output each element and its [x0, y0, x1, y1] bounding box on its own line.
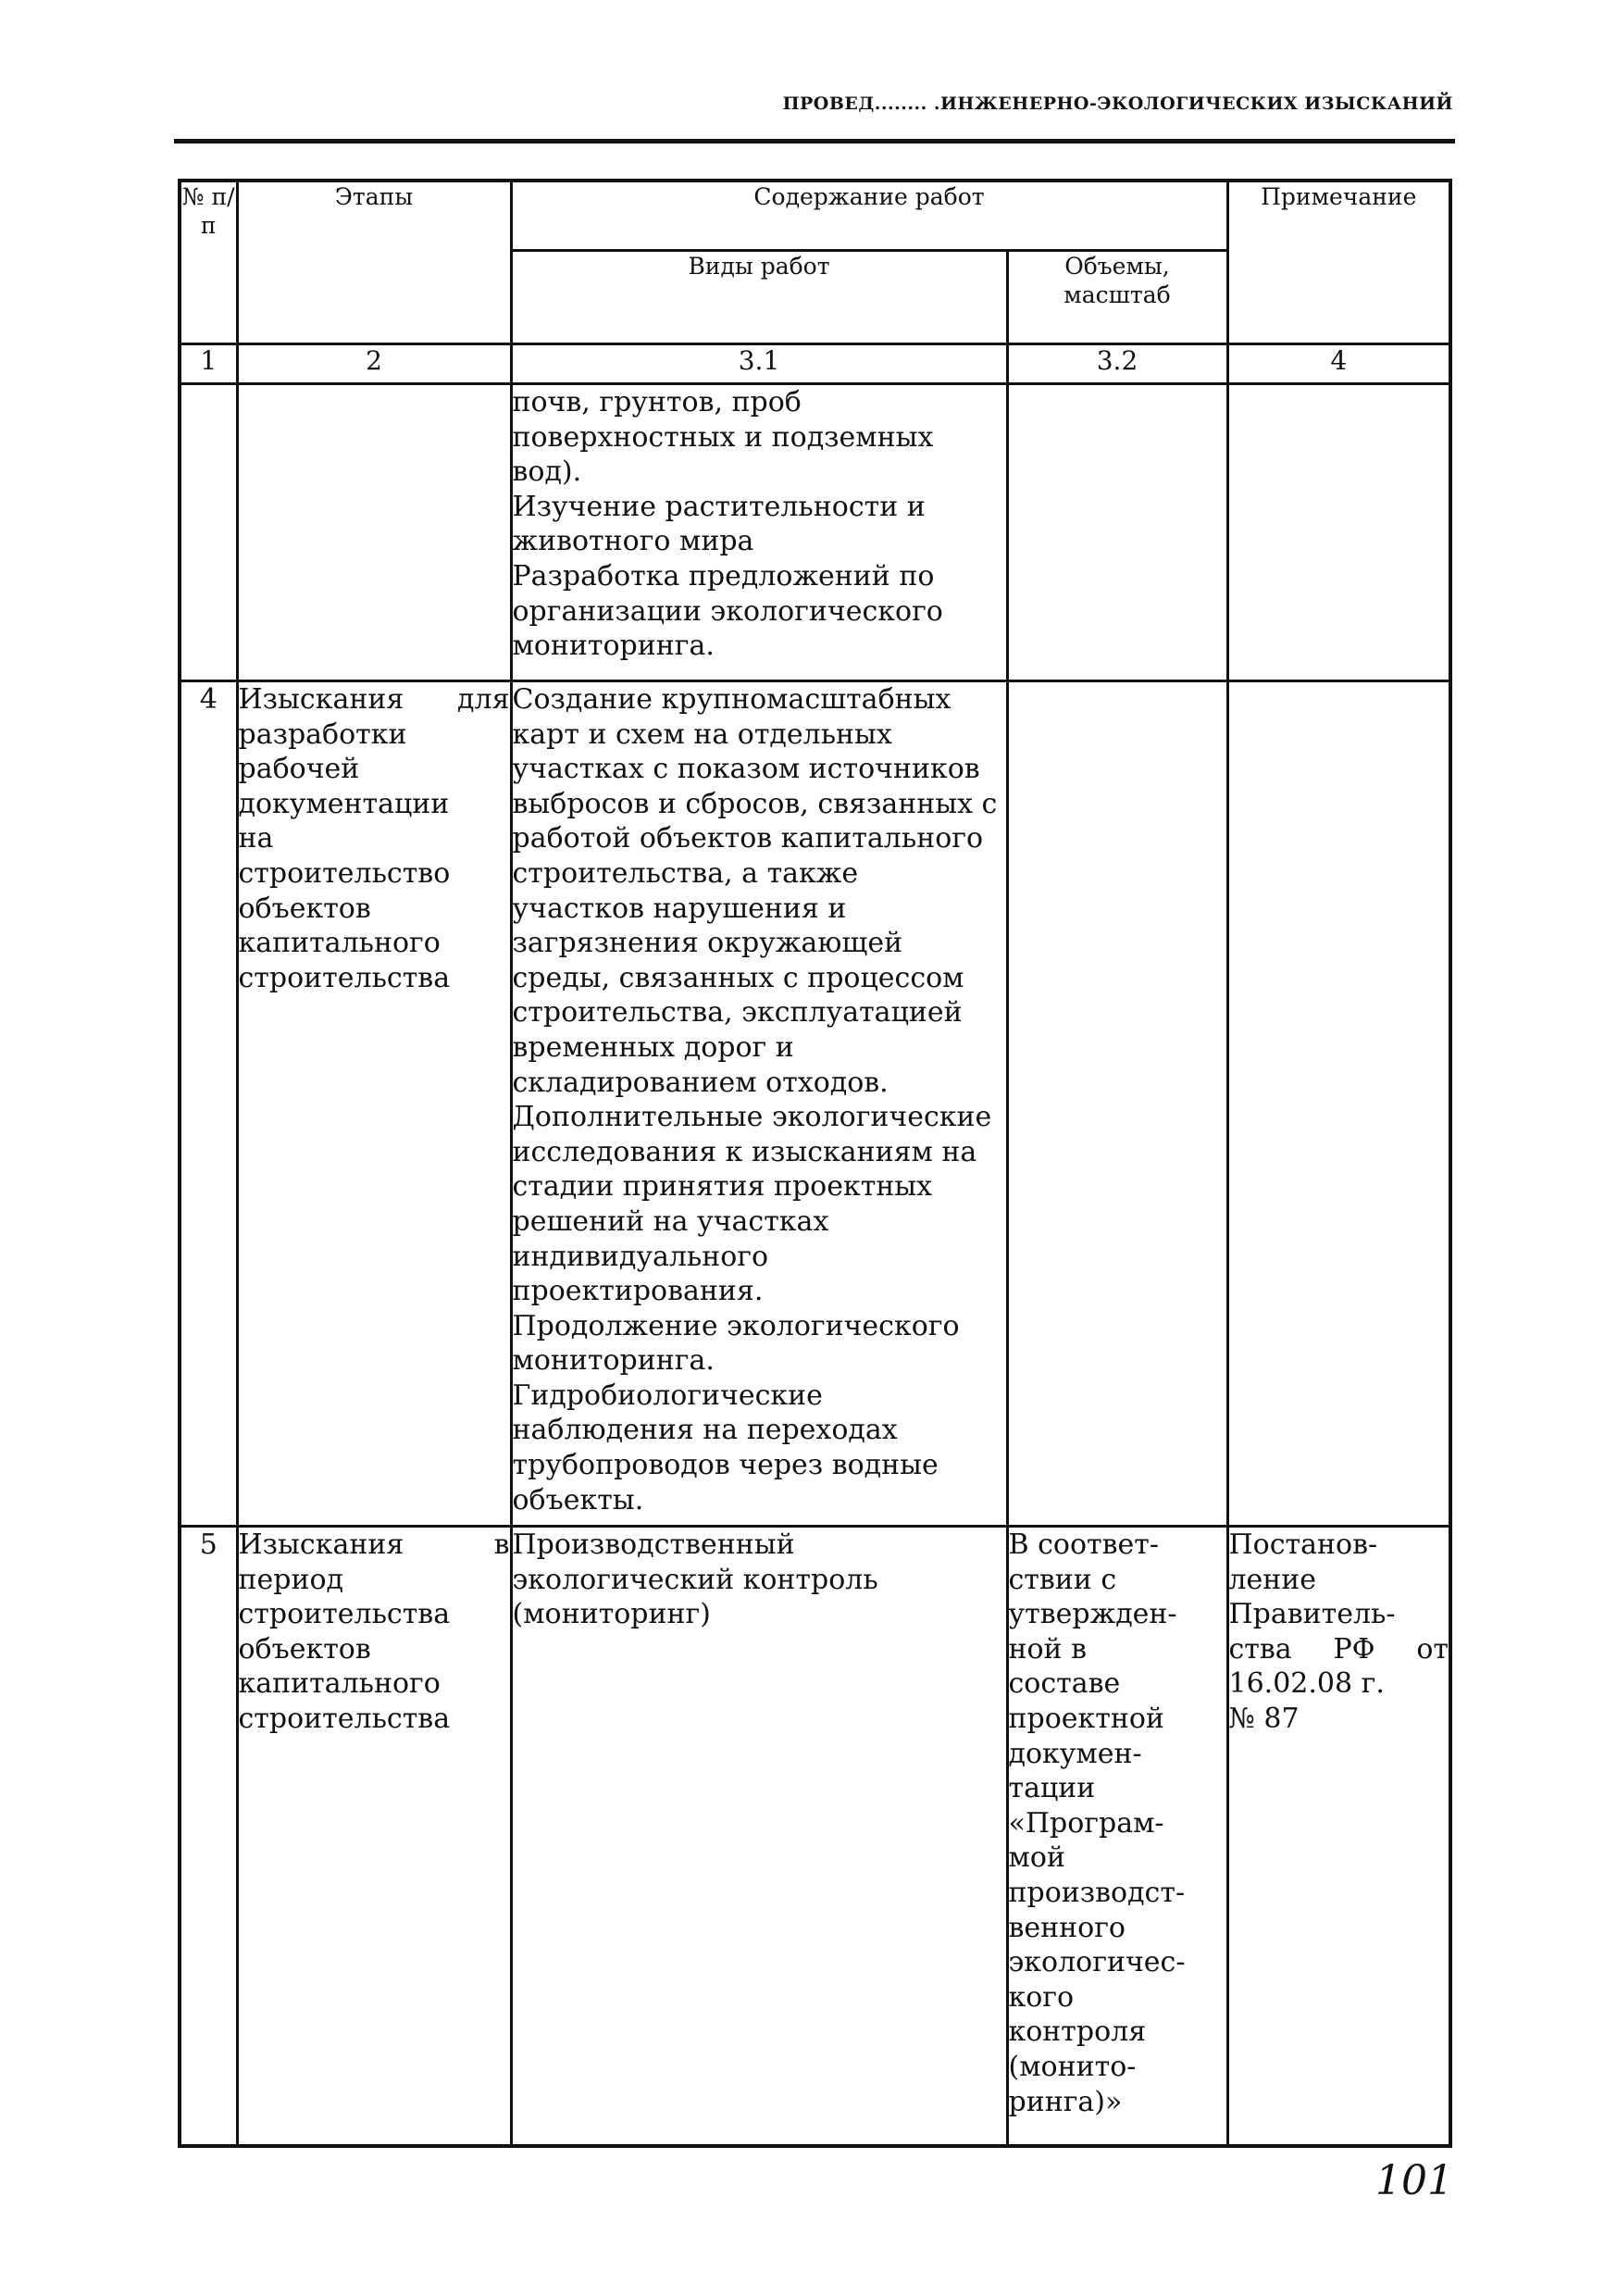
text-line: трубопроводов через водные [512, 1449, 939, 1482]
text-line: экологичес- [1008, 1946, 1186, 1979]
header-num: № п/п [180, 181, 237, 344]
text-line: строительства [238, 961, 451, 994]
text-line: 16.02.08 г. [1228, 1667, 1385, 1701]
text-line: рабочей [238, 753, 360, 786]
text-line: индивидуального [512, 1240, 769, 1273]
text-line: В соответ- [1008, 1529, 1159, 1561]
text-line: Производственный [512, 1529, 795, 1561]
text-line: загрязнения окружающей [512, 927, 903, 960]
text-line: производст- [1008, 1876, 1186, 1909]
text-line: документации [238, 787, 450, 820]
text-line: исследования к изысканиям на [512, 1135, 977, 1168]
text-line: мониторинга. [512, 630, 715, 663]
text-line: тации [1008, 1772, 1096, 1805]
table-row [180, 1527, 1450, 2147]
column-number-2: 2 [237, 344, 511, 384]
text-line: среды, связанных с процессом [512, 961, 964, 994]
text-line: утвержден- [1008, 1598, 1177, 1631]
text-line: работой объектов капитального [512, 822, 984, 855]
text-line: мой [1008, 1841, 1065, 1875]
text-line: строительства [238, 1702, 451, 1735]
text-line: Продолжение экологического [512, 1309, 960, 1342]
text-line: контроля [1008, 2015, 1147, 2049]
column-number-3-1: 3.1 [511, 344, 1007, 384]
column-number-1: 1 [180, 344, 237, 384]
text-line: «Програм- [1008, 1806, 1164, 1840]
row-stage [237, 681, 511, 1527]
header-note: Примечание [1227, 181, 1450, 344]
text-line: капитального [238, 1667, 441, 1701]
text-line: (мониторинг) [512, 1598, 711, 1631]
header-stages: Этапы [237, 181, 511, 344]
text-line: проектирования. [512, 1275, 764, 1308]
row-note [1227, 681, 1450, 1527]
text-line: складированием отходов. [512, 1066, 889, 1099]
text-line: экологический контроль [512, 1563, 878, 1596]
text-line: строительства [238, 1598, 451, 1631]
work-stages-table [178, 179, 1452, 2148]
row-volumes [1007, 384, 1227, 681]
text-line: докумен- [1008, 1737, 1142, 1770]
text-line: решений на участках [512, 1204, 829, 1238]
text-line: проектной [1008, 1702, 1164, 1735]
text-line: строительства, а также [512, 856, 859, 890]
text-line: разработки [238, 718, 407, 751]
text-line: № 87 [1228, 1702, 1300, 1735]
text-line: поверхностных и подземных [512, 420, 934, 454]
text-line: период [238, 1563, 343, 1596]
row-stage [237, 384, 511, 681]
text-line: объектов [238, 1632, 371, 1666]
running-head: ПРОВЕД........ .ИНЖЕНЕРНО-ЭКОЛОГИЧЕСКИХ ИЗЫСКАНИЙ [782, 94, 1453, 114]
text-line: вод). [512, 455, 582, 489]
row-work-types [511, 1527, 1007, 2147]
text-line: ление [1228, 1563, 1317, 1596]
text-line: Разработка предложений по [512, 559, 935, 593]
text-line: Дополнительные экологические [512, 1101, 992, 1134]
text-line: кого [1008, 1980, 1075, 2014]
page-number: 101 [1375, 2157, 1453, 2204]
text-line: ства РФ от [1228, 1632, 1449, 1666]
text-line: Постанов- [1228, 1529, 1378, 1561]
text-line: объекты. [512, 1483, 644, 1516]
row-stage [237, 1527, 511, 2147]
row-number: 4 [180, 681, 237, 1527]
text-line: Гидробиологические [512, 1379, 823, 1412]
table-row [180, 384, 1450, 681]
column-number-4: 4 [1227, 344, 1450, 384]
text-line: венного [1008, 1911, 1126, 1944]
text-line: наблюдения на переходах [512, 1414, 898, 1447]
text-line: Изучение растительности и [512, 490, 926, 523]
text-line: Изыскания для [238, 683, 510, 716]
row-volumes [1007, 681, 1227, 1527]
row-number: 5 [180, 1527, 237, 2147]
text-line: почв, грунтов, проб [512, 386, 802, 418]
text-line: участках с показом источников [512, 753, 980, 786]
column-number-3-2: 3.2 [1007, 344, 1227, 384]
header-rule [174, 139, 1455, 144]
text-line: ствии с [1008, 1563, 1117, 1596]
row-note [1227, 1527, 1450, 2147]
text-line: (монито- [1008, 2050, 1137, 2083]
row-note [1227, 384, 1450, 681]
text-line: Создание крупномасштабных [512, 683, 952, 716]
text-line: строительство [238, 856, 451, 890]
text-line: выбросов и сбросов, связанных с [512, 787, 998, 820]
text-line: Изыскания в [238, 1529, 510, 1561]
table-row [180, 681, 1450, 1527]
header-volumes: Объемы, масштаб [1007, 251, 1227, 344]
text-line: составе [1008, 1667, 1121, 1701]
text-line: строительства, эксплуатацией [512, 996, 963, 1029]
row-work-types [511, 681, 1007, 1527]
text-line: животного мира [512, 525, 754, 558]
text-line: организации экологического [512, 594, 943, 628]
header-work-types: Виды работ [511, 251, 1007, 344]
text-line: мониторинга. [512, 1344, 715, 1378]
text-line: стадии принятия проектных [512, 1170, 933, 1204]
text-line: объектов [238, 892, 371, 925]
text-line: временных дорог и [512, 1030, 794, 1064]
row-work-types [511, 384, 1007, 681]
text-line: участков нарушения и [512, 892, 847, 925]
row-volumes [1007, 1527, 1227, 2147]
text-line: на [238, 822, 274, 855]
text-line: капитального [238, 927, 441, 960]
text-line: карт и схем на отдельных [512, 718, 892, 751]
text-line: ной в [1008, 1632, 1087, 1666]
text-line: ринга)» [1008, 2085, 1123, 2118]
row-number [180, 384, 237, 681]
text-line: Правитель- [1228, 1598, 1396, 1631]
header-content: Содержание работ [511, 181, 1227, 251]
